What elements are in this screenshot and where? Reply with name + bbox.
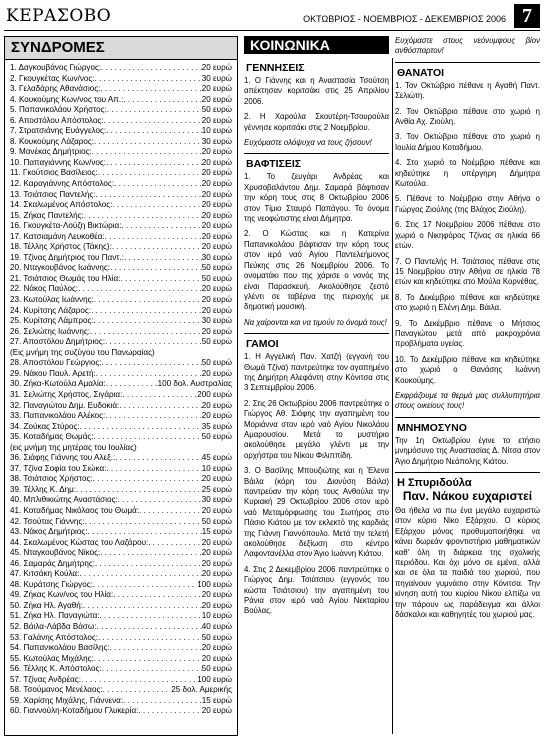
donation-entry (10, 295, 232, 306)
leader-dots (139, 506, 202, 517)
weddings-item: 2. Στις 26 Οκτωβρίου 2006 παντρεύτηκε ο Γιώργος Αθ. Σιόφης την αγαπημένη του Μοριάννα στον ιερό ναό Αγίου Νικολάου Αμαρουσίου. Μετά το μυστήριο ακολούθησε μεγάλο γλέντι με την ορχήστρα του Νίκου Φιλιππίδη. (244, 398, 389, 460)
donation-amount: 20 ευρώ (201, 295, 232, 305)
deaths-item: 8. Το Δεκέμβριο πέθανε και κηδεύτηκε στο χωριό η Ελένη Δημ. Βάιλα. (395, 292, 540, 313)
donation-entry (10, 390, 232, 401)
leader-dots (100, 84, 201, 95)
donor-name: 28. Αποστόλου Γεώργιος: (10, 358, 102, 368)
donation-entry (10, 211, 232, 222)
leader-dots (105, 337, 202, 348)
donation-amount: 20 ευρώ (201, 537, 232, 547)
donation-amount: 20 ευρώ (201, 284, 232, 294)
donor-name: 22. Νάκος Παύλος: (10, 284, 79, 294)
donor-name: 43. Νάκος Δημήτριος: (10, 527, 88, 537)
leader-dots (96, 369, 202, 380)
donation-amount: 20 ευρώ (201, 600, 232, 610)
donor-name: 36. Σιάφης Γιάννης του Αλεξ.: (10, 453, 116, 463)
donation-entry (10, 232, 232, 243)
donation-amount: 30 ευρώ (201, 73, 232, 83)
donation-entry (10, 158, 232, 169)
deaths-item: 5. Πέθανε το Νοέμβριο στην Αθήνα ο Γιώργος Ζιούλης (της Βλάχος Ζιούλη). (395, 194, 540, 214)
donation-entry (10, 74, 232, 85)
donation-amount: 10 ευρώ (201, 463, 232, 473)
donation-amount: 20 ευρώ (201, 179, 232, 189)
leader-dots (114, 179, 202, 190)
donation-amount: 100 ευρώ (197, 674, 232, 684)
leader-dots (118, 495, 202, 506)
donation-entry (10, 548, 232, 559)
thanks-subtitle: Παν. Νάκου ευχαριστεί (402, 489, 533, 503)
donor-name: 23. Κωτούλας Ιωάννης: (10, 295, 94, 305)
leader-dots (95, 190, 201, 201)
deaths-item: 10. Το Δεκέμβριο πέθανε και κηδεύτηκε στο χωριό ο Θανάσης Ιωάννη Κουκούμης. (395, 354, 540, 385)
donation-amount: 20 ευρώ (201, 221, 232, 231)
donation-amount: 10 ευρώ (201, 611, 232, 621)
baptisms-heading: ΒΑΦΤΙΣΕΙΣ (246, 158, 302, 171)
donor-name: 49. Ζήκας Κων/νος του Ηλία: (10, 590, 114, 600)
donor-name: 29. Νάκου Παυλ. Αρετή: (10, 368, 96, 378)
donation-amount: 20 ευρώ (201, 115, 232, 125)
donor-name: 42. Τσούτας Γιάννης: (10, 516, 85, 526)
leader-dots (94, 654, 202, 665)
deaths-item: 9. Το Δεκέμβριο πέθανε ο Μήτσιος Παναγιώτου μετά από μακροχρόνια προβλήματα υγείας. (395, 318, 540, 349)
donor-name: 55. Κωτούλας Μιχάλης: (10, 653, 94, 663)
weddings-item: 1. Η Αγγελική Παν. Χατζή (εγγονή του Θωμά Τζίνα) παντρεύτηκε τον αγαπημένο της Δημήτρη Αλεφάντη στην Κόνιτσα στις 3 Σεπτεμβρίου 2006. (244, 352, 389, 393)
donation-amount: 50 ευρώ (201, 432, 232, 442)
donor-name: 14. Σκαλωμένος Απόστολος: (10, 200, 113, 210)
divider (244, 153, 389, 154)
donation-entry (10, 622, 232, 633)
donation-entry (10, 633, 232, 644)
donor-name: 21. Τσιάτσιος Θωμάς του Ηλία: (10, 273, 121, 283)
donation-amount: 20 ευρώ (201, 157, 232, 167)
social-section (244, 36, 540, 736)
newspaper-title: ΚΕΡΑΣΟΒΟ (6, 6, 112, 26)
donation-amount: 20 ευρώ (201, 210, 232, 220)
donation-amount: 20 ευρώ (201, 368, 232, 378)
leader-dots (148, 538, 202, 549)
donation-entry (10, 147, 232, 158)
deaths-item: 4. Στο χωριό το Νοέμβριο πέθανε και κηδεύτηκε η υπέργηρη Δήμητρα Κωτούλα. (395, 158, 540, 189)
leader-dots (105, 232, 202, 243)
donation-entry (10, 464, 232, 475)
donor-name: 57. Τζίνας Ανδρέας: (10, 674, 81, 684)
deaths-item: 3. Τον Οκτώβριο πέθανε στο χωριό η Ιουλία Δήμου Κοταδήμου. (395, 132, 540, 152)
donor-name: 39. Τέλλης Κ. Δημ: (10, 484, 77, 494)
deaths-wish: Εκφράζουμε τα θερμά μας συλλυπητήρια στους οικείους τους! (395, 390, 540, 411)
leader-dots (119, 401, 201, 412)
leader-dots (79, 569, 201, 580)
donation-entry (10, 263, 232, 274)
donation-entry (10, 190, 232, 201)
donation-entry (10, 116, 232, 127)
donor-name: 56. Τέλλης Κ. Απόστολος: (10, 664, 102, 674)
donation-amount: 50 ευρώ (201, 632, 232, 642)
donation-entry (10, 253, 232, 264)
donation-amount: 100 ευρώ (197, 579, 232, 589)
divider (244, 333, 389, 334)
donor-name: 8. Κουκούμης Λάζαρος: (10, 136, 95, 146)
donor-name: 17. Κατσιαμάνη Λευκοθέα: (10, 231, 105, 241)
donation-amount: 20 ευρώ (201, 474, 232, 484)
donor-name: 50. Ζήκα Ηλ. Αγαθή: (10, 600, 83, 610)
donor-name: (Εις μνήμη της συζύγου του Πανωραίας) (10, 347, 155, 357)
leader-dots (80, 422, 202, 433)
leader-dots (122, 390, 197, 401)
donation-entry (10, 221, 232, 232)
donation-amount: 200 ευρώ (197, 389, 232, 399)
donation-amount: 30 ευρώ (201, 252, 232, 262)
donor-name: 13. Τσιάτσιος Παντελής: (10, 189, 96, 199)
leader-dots (110, 643, 202, 654)
leader-dots (121, 221, 201, 232)
baptisms-item: 2. Ο Κώστας και η Κατερίνα Παπανικολάου βάφτισαν την κόρη τους στον ιερό ναό Αγίου Παντελεήμονος Πεύκης στις 26 Νοεμβρίου 2006. Το ονοματάκι που της χάρισε ο νονός της είναι Παρασκευή. Ακολούθησε ζεστό γλέντι σε ταβέρνα της περιοχής με δημοτική μουσική. (244, 229, 389, 312)
donor-name: 34. Ζούκας Στύρος: (10, 421, 80, 431)
donor-name: 37. Τζίνα Σοφία του Σιώκα: (10, 463, 107, 473)
divider (395, 417, 540, 418)
donation-entry (10, 675, 232, 686)
donation-amount: 20 ευρώ (201, 94, 232, 104)
leader-dots (88, 527, 202, 538)
donor-name: 20. Νταγκουβάνος Ιωάννης: (10, 263, 111, 273)
donation-entry (10, 559, 232, 570)
donation-entry (10, 643, 232, 654)
donation-entry (10, 696, 232, 707)
donation-amount: 20 ευρώ (201, 548, 232, 558)
donation-amount: 20 ευρώ (201, 590, 232, 600)
donor-name: 31. Σελιώτης Χρήστος, Σιγάρια: (10, 389, 123, 399)
leader-dots (81, 675, 197, 686)
donor-name: 53. Γαλάνης Απόστολος: (10, 632, 98, 642)
leader-dots (97, 622, 202, 633)
donation-entry (10, 506, 232, 517)
donor-name: 47. Κιτσάκη Κούλα: (10, 569, 80, 579)
donation-entry (10, 179, 232, 190)
donation-amount: 20 ευρώ (201, 558, 232, 568)
donor-name: 1. Δαγκουβάνος Γιώργος: (10, 63, 102, 72)
leader-dots (84, 211, 202, 222)
donation-entry (10, 274, 232, 285)
donation-entry (10, 84, 232, 95)
leader-dots (100, 611, 202, 622)
donation-amount: 20 ευρώ (201, 189, 232, 199)
donation-amount: 20 ευρώ (201, 305, 232, 315)
donation-entry (10, 284, 232, 295)
memorial-heading: ΜΝΗΜΟΣΥΝΟ (397, 421, 467, 434)
donor-name: 44. Σκαλωμένος Κώστας του Λαζάρου: (10, 537, 149, 547)
donation-amount: 30 ευρώ (201, 495, 232, 505)
leader-dots (103, 685, 172, 696)
leader-dots (94, 316, 202, 327)
donor-name: 54. Παπανικολάου Βασίλης: (10, 643, 110, 653)
donation-amount: 50 ευρώ (201, 263, 232, 273)
donation-entry (10, 474, 232, 485)
donation-amount: 50 ευρώ (201, 358, 232, 368)
weddings-wish: Ευχόμαστε στους νεόνυμφους βίον ανθόσπαρτον! (395, 36, 540, 56)
leader-dots (138, 706, 201, 717)
donation-entry (10, 126, 232, 137)
donation-entry (10, 242, 232, 253)
donation-entry (10, 422, 232, 433)
donor-name: 58. Τσούμανος Μενέλαος: (10, 685, 103, 695)
leader-dots (92, 147, 202, 158)
donation-amount: 20 ευρώ (201, 147, 232, 157)
donation-amount: 20 ευρώ (201, 242, 232, 252)
leader-dots (94, 137, 202, 148)
donor-name: 19. Τζίνας Δημήτριος του Παντ.: (10, 252, 124, 262)
donor-name: 24. Κυρίτσης Λάζαρος: (10, 305, 92, 315)
donation-entry (10, 453, 232, 464)
donor-name: 32. Παναγιώτου Δημ. Ευδοκιά: (10, 400, 120, 410)
donor-name: 25. Κυρίτσης Λάμπρος: (10, 316, 94, 326)
donor-name: (εις μνήμη της μητέρας του Ιουλίας) (10, 442, 137, 452)
donor-name: 6. Αποστόλου Απόστολος: (10, 115, 104, 125)
donor-name: 40. Μπλιθικιώτης Αναστάσιος: (10, 495, 118, 505)
donation-amount: 15 ευρώ (201, 527, 232, 537)
donor-name: 2. Γκουγκέτας Κων/νος: (10, 73, 95, 83)
donation-amount: 50 ευρώ (201, 105, 232, 115)
leader-dots (101, 63, 202, 74)
donation-amount: 10 ευρώ (201, 126, 232, 136)
leader-dots (95, 559, 202, 570)
donation-entry (10, 611, 232, 622)
divider (395, 62, 540, 63)
donation-entry (10, 517, 232, 528)
donation-entry (10, 401, 232, 412)
donor-name: 10. Παπαγιάννης Κων/νος: (10, 157, 107, 167)
donation-entry (10, 95, 232, 106)
donation-entry (10, 63, 232, 74)
donation-amount: 20 ευρώ (201, 411, 232, 421)
donor-name: 33. Παπανικολάου Αλέκος: (10, 411, 106, 421)
donation-amount: 50 ευρώ (201, 273, 232, 283)
donor-name: 60. Γιαννούλη-Κοταδήμου Γλυκερία: (10, 706, 139, 716)
leader-dots (91, 306, 202, 317)
donation-entry (10, 379, 232, 390)
leader-dots (106, 464, 201, 475)
leader-dots (78, 284, 202, 295)
births-wish: Ευχόμαστε ολόψυχα να τους ζήσουν! (244, 138, 372, 148)
page-number: 7 (514, 4, 540, 28)
leader-dots (94, 295, 202, 306)
donation-entry (10, 590, 232, 601)
leader-dots (124, 253, 202, 264)
deaths-item: 2. Τον Οκτώβριο πέθανε στο χωριό η Ανθία Αχ. Ζιούλη. (395, 106, 540, 127)
donation-amount: 15 ευρώ (201, 695, 232, 705)
leader-dots (83, 601, 202, 612)
donor-name: 3. Γελαδάρης Αθανάσιος: (10, 84, 101, 94)
leader-dots (113, 590, 202, 601)
donation-entry (10, 685, 232, 696)
leader-dots (106, 158, 202, 169)
deaths-item: 7. Ο Παντελής Η. Τσιάτσιος πέθανε στις 15 Νοεμβρίου στην Αθήνα σε ηλικία 78 ετών και κηδεύτηκε στο Μούλα Κορνέθας. (395, 256, 540, 287)
baptisms-item: 1. Το ζευγάρι Ανδρέας και Χρυσοβαλάντου Δημ. Σαμαρά βάφτισαν την κόρη τους στις 8 Οκτωβρίου 2006 στον Τίμιο Σταυρό Παπάγου. Το όνομα της νεοφώτιστης είναι Δήμητρα. (244, 172, 389, 224)
leader-dots (93, 474, 202, 485)
donation-amount: 20 ευρώ (201, 63, 232, 72)
donation-entry (10, 580, 232, 591)
donor-name: 52. Βάιλα-Λάβδα Βάσω: (10, 621, 97, 631)
donation-amount: 20 ευρώ (201, 168, 232, 178)
weddings-heading: ΓΑΜΟΙ (246, 338, 279, 351)
leader-dots (95, 74, 202, 85)
donation-entry (10, 337, 232, 348)
donor-name: 45. Νταγκουβάνος Νίκος: (10, 548, 101, 558)
births-item: 1. Ο Γιάννης και η Αναστασία Τσούτση απέκτησαν κοριτσάκι στις 25 Απριλίου 2006. (244, 76, 389, 106)
donation-amount: 20 ευρώ (201, 643, 232, 653)
deaths-item: 1. Τον Οκτώβριο πέθανε η Αγαθή Παντ. Σελιώτη. (395, 80, 540, 101)
donor-name: 7. Στρατσιάνης Ευάγγελος: (10, 126, 107, 136)
donation-entry (10, 306, 232, 317)
donor-name: 46. Σαμαράς Δημήτρης: (10, 558, 96, 568)
donation-entry (10, 432, 232, 443)
donation-entry (10, 137, 232, 148)
donor-name: 27. Αποστόλου Δημήτριος: (10, 337, 105, 347)
donation-amount: 35 ευρώ (201, 421, 232, 431)
donation-amount: 50 ευρώ (201, 664, 232, 674)
donation-amount: 20 ευρώ (201, 706, 232, 716)
leader-dots (102, 664, 202, 675)
weddings-item: 4. Στις 2 Δεκεμβρίου 2006 παντρεύτηκε ο Γιώργος Δημ. Τσιάτσιου (εγγονός του κώστα Τσιάτσιου) την αγαπημένη του Ράνια στον ιερό ναό Αγίου Νεκταρίου Βούλας. (244, 564, 389, 616)
donation-amount: 40 ευρώ (201, 621, 232, 631)
donor-name: 15. Ζήκας Παντελής: (10, 210, 84, 220)
donor-name: 18. Τέλλης Χρήστος (Τάκης): (10, 242, 112, 252)
deaths-item: 6. Στις 17 Νοεμβρίου 2006 πέθανε στο χωριό ο Νικηφόρος Τζίνας σε ηλικία 66 ετών. (395, 220, 540, 251)
leader-dots (104, 116, 202, 127)
donation-amount: 50 ευρώ (201, 516, 232, 526)
masthead (4, 4, 540, 31)
donor-name: 9. Μανέκας Δημήτριος: (10, 147, 92, 157)
leader-dots (105, 411, 201, 422)
donation-entry (10, 495, 232, 506)
leader-dots (123, 696, 202, 707)
donation-entry (10, 538, 232, 549)
donation-entry (10, 664, 232, 675)
donor-name: 51. Ζήκα Ηλ. Παναγιώτα: (10, 611, 100, 621)
donation-entry (10, 316, 232, 327)
donation-entry (10, 168, 232, 179)
memorial-text: Την 1η Οκτωβρίου έγινε το ετήσιο μνημόσυνο της Αναστασίας Δ. Νίτσα στον Άγιο Δημήτριο Νεάπολης Κιάτου. (395, 435, 540, 466)
donation-entry (10, 443, 232, 454)
donor-name: 48. Κυράτσης Γιώργος: (10, 579, 93, 589)
leader-dots (76, 485, 202, 496)
leader-dots (106, 379, 158, 390)
divider (395, 472, 540, 473)
leader-dots (98, 168, 202, 179)
leader-dots (106, 126, 202, 137)
donation-amount: 20 ευρώ (201, 84, 232, 94)
donations-title: ΣΥΝΔΡΟΜΕΣ (5, 37, 237, 60)
donation-entry (10, 348, 232, 359)
donation-entry (10, 200, 232, 211)
donor-name: 5. Παπανικολάου Χρήστος: (10, 105, 107, 115)
donation-entry (10, 601, 232, 612)
leader-dots (123, 95, 201, 106)
births-item: 2. Η Χαρούλα Σκουτέρη-Τσουρούλα γέννησε κοριτσάκι στις 2 Νοεμβρίου. (244, 112, 389, 132)
leader-dots (102, 358, 202, 369)
donation-entry (10, 706, 232, 717)
leader-dots (120, 274, 201, 285)
births-heading: ΓΕΝΝΗΣΕΙΣ (246, 62, 305, 74)
donation-amount: 50 ευρώ (201, 337, 232, 347)
donation-entry (10, 527, 232, 538)
donations-section (4, 36, 238, 736)
social-title: ΚΟΙΝΩΝΙΚΑ (244, 36, 389, 54)
donation-entry (10, 327, 232, 338)
donor-name: 26. Σελιώτης Ιωάννης: (10, 326, 91, 336)
donation-amount: 20 ευρώ (201, 505, 232, 515)
issue-date: ΟΚΤΩΒΡΙΟΣ - ΝΟΕΜΒΡΙΟΣ - ΔΕΚΕΜΒΡΙΟΣ 2006 (303, 14, 506, 24)
donation-amount: 20 ευρώ (201, 569, 232, 579)
leader-dots (100, 548, 201, 559)
leader-dots (94, 432, 202, 443)
weddings-item: 3. Ο Βασίλης Μπουζιώτης και η Έλενα Βάιλα (κόρη του Διονύση Βάιλα) παντρεύαν την κόρη τους Ανθούλα την Κυριακή 29 Οκτωβρίου 2006 στον ιερό ναό Μεταμόρφωσης του Σωτήρος στο Πάσιο Κιάτου με τον εκλεκτό της καρδιάς της Γιάννη Γιαννόπουλο. Μετά την τελετή ακολούθησε δεξίωση στο κέντρο Λαφοντανέλλα στον Άγιο Ιωάννη Κιάτου. (244, 466, 389, 559)
donation-amount: 20 ευρώ (201, 653, 232, 663)
donation-amount: 100 δολ. Αυστραλίας (157, 379, 232, 389)
donor-name: 30. Ζήκα-Κωτούλα Αμαλία: (10, 379, 106, 389)
donation-entry (10, 105, 232, 116)
donation-amount: 20 ευρώ (201, 400, 232, 410)
leader-dots (98, 633, 202, 644)
social-column-left (244, 58, 389, 622)
donation-amount: 45 ευρώ (201, 453, 232, 463)
donor-name: 59. Χαρίσης Μιχάλης, Γιάννενα: (10, 695, 124, 705)
leader-dots (112, 242, 202, 253)
leader-dots (90, 327, 202, 338)
donor-name: 16. Γκουγκέτα-Λούζη Βικτώρια: (10, 221, 122, 231)
baptisms-wish: Να χαίρονται και να τιμούν το όνομά τους! (244, 317, 387, 327)
donor-name: 35. Κοταδήμας Θωμάς: (10, 432, 94, 442)
deaths-heading: ΘΑΝΑΤΟΙ (397, 66, 445, 79)
donor-name: 38. Τσιάτσιος Χρήστος: (10, 474, 93, 484)
donor-name: 41. Κοταδήμας Νικόλαος του Θωμά: (10, 505, 140, 515)
donor-name: 4. Κουκούμης Κων/νος του Απ.: (10, 94, 124, 104)
leader-dots (112, 200, 201, 211)
column-divider (392, 58, 393, 734)
donation-entry (10, 654, 232, 665)
donation-amount: 20 ευρώ (201, 326, 232, 336)
donation-amount: 20 ευρώ (201, 231, 232, 241)
thanks-title: Η Σπυριδούλα (397, 477, 472, 489)
social-column-right (395, 36, 540, 625)
leader-dots (115, 453, 202, 464)
donation-amount: 25 δολ. Αμερικής (171, 685, 232, 695)
donation-amount: 30 ευρώ (201, 316, 232, 326)
donation-amount: 20 ευρώ (201, 200, 232, 210)
donation-amount: 30 ευρώ (201, 136, 232, 146)
leader-dots (85, 517, 202, 528)
donor-name: 12. Καραγιάννης Απόστολος: (10, 179, 115, 189)
donations-list (5, 60, 237, 717)
leader-dots (107, 105, 202, 116)
donation-entry (10, 358, 232, 369)
donation-entry (10, 411, 232, 422)
donor-name: 11. Γκούτσιος Βασίλειος: (10, 168, 98, 178)
leader-dots (93, 580, 197, 591)
donation-entry (10, 569, 232, 580)
thanks-body: Θα ήθελα να πω ένα μεγάλο ευχαριστώ στον κύριο Νίκο Εξάρχου. Ο κύριος Εξάρχου μόνος προθυμοποιήθηκε να κάνει δωρεάν φροντιστήριο μαθηματικών καθ' όλη τη διάρκεια της σχολικής περιόδου. Και όχι μόνο σε εμένα, αλλά και σε όλα τα παιδιά του χωριού, που πηγαίνουν γυμνάσιο στην Κόνιτσα. Την κίνηση αυτή του κυρίου Νίκου ελπίζω να την πάρουν ως παράδειγμα και άλλοι δάσκαλοι και καθηγητές του χωριού μας. (395, 506, 540, 620)
leader-dots (110, 263, 202, 274)
donation-entry (10, 369, 232, 380)
donation-amount: 25 ευρώ (201, 484, 232, 494)
donation-entry (10, 485, 232, 496)
